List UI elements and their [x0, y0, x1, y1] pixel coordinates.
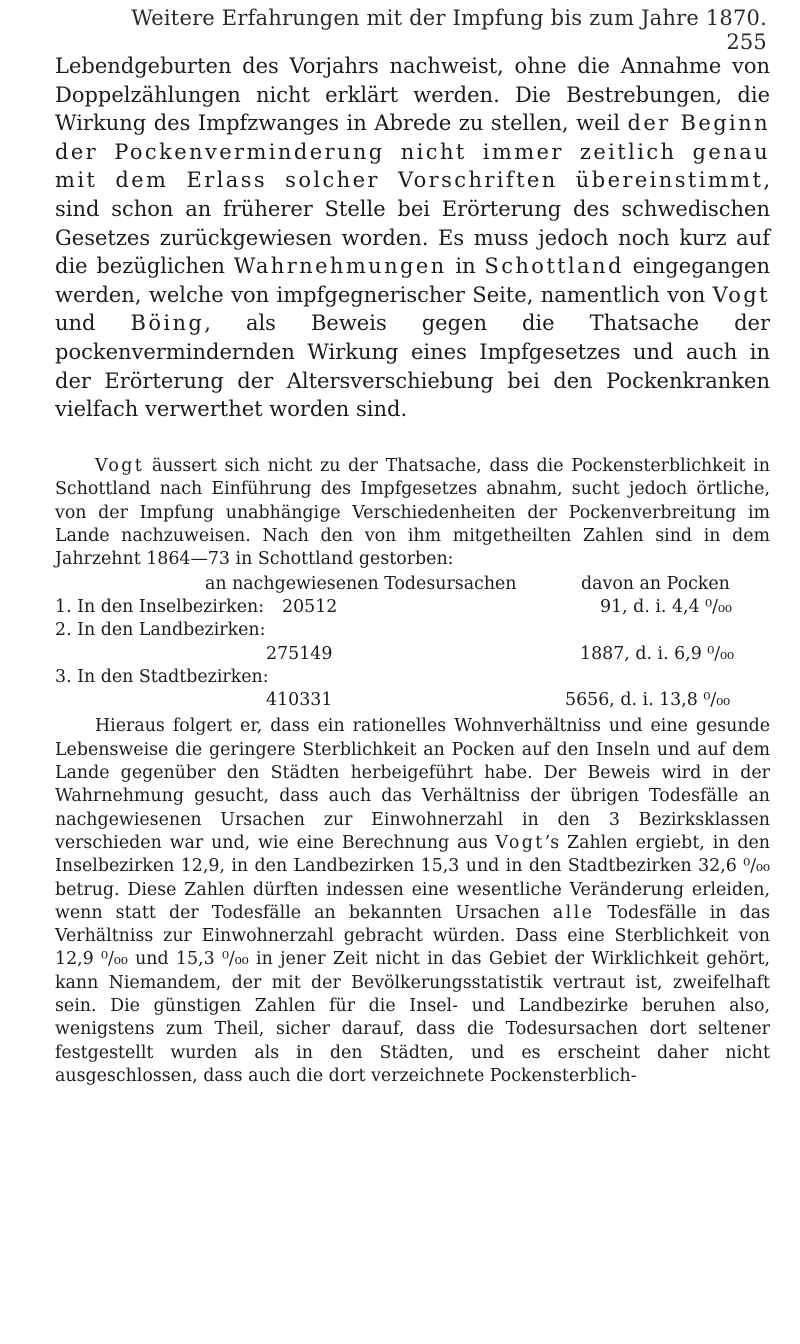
running-header: [120, 6, 767, 54]
table-row-label: 1. In den Inselbezirken:: [55, 597, 265, 618]
paragraph-1: Lebendgeburten des Vorjahrs nachweist, ohne die Annahme von Doppelzählungen nicht erklärt werden. Die Bestrebungen, die Wirkung des Impfzwanges in Abrede zu stellen, weil der Beginn der Pockenverminderung nicht immer zeitlich genau mit dem Erlass solcher Vorschriften übereinstimmt, sind schon an früherer Stelle bei Erörterung des schwedischen Gesetzes zurückgewiesen worden. Es muss jedoch noch kurz auf die bezüglichen Wahrnehmungen in Schottland eingegangen werden, welche von impfgegnerischer Seite, namentlich von Vogt und Böing, als Beweis gegen die Thatsache der pockenvermindernden Wirkung eines Impfgesetzes und auch in der Erörterung der Altersverschiebung bei den Pockenkranken vielfach verwerthet worden sind.: [55, 54, 771, 422]
mortality-table: [55, 573, 770, 711]
table-row-label: 2. In den Landbezirken:: [55, 620, 266, 641]
main-paragraph: [55, 52, 770, 424]
table-row-label: 3. In den Stadtbezirken:: [55, 667, 269, 688]
table-row-total: 275149: [266, 644, 333, 665]
paragraph-3: Hieraus folgert er, dass ein rationelles Wohnverhältniss und eine gesunde Lebensweise die geringere Sterblichkeit an Pocken auf den Inseln und auf dem Lande gegenüber den Städten herbeigeführt habe. Der Beweis wird in der Wahrnehmung gesucht, dass auch das Verhältniss der übrigen Todesfälle an nachgewiesenen Ursachen zur Einwohnerzahl in den 3 Bezirksklassen verschieden war und, wie eine Berechnung aus Vogt’s Zahlen ergiebt, in den Inselbezirken 12,9, in den Landbezirken 15,3 und in den Stadtbezirken 32,6 ⁰/₀₀ betrug. Diese Zahlen dürften indessen eine wesentliche Veränderung erleiden, wenn statt der Todesfälle an bekannten Ursachen alle Todesfälle in das Verhältniss zur Einwohnerzahl gebracht würden. Dass eine Sterblichkeit von 12,9 ⁰/₀₀ und 15,3 ⁰/₀₀ in jener Zeit nicht in das Gebiet der Wirklichkeit gehört, kann Niemandem, der mit der Bevölkerungsstatistik vertraut ist, zweifelhaft sein. Die günstigen Zahlen für die Insel- und Landbezirke beruhen also, wenigstens zum Theil, sicher darauf, dass die Todesursachen dort seltener festgestellt wurden als in den Städten, und es erscheint daher nicht ausgeschlossen, dass auch die dort verzeichnete Pockensterblich-: [55, 716, 770, 1086]
small-print-section: [55, 455, 770, 1088]
table-row-total: 20512: [282, 597, 338, 618]
table-head-causes: an nachgewiesenen Todesursachen: [205, 574, 517, 595]
table-row-pocken: 1887, d. i. 6,9 ⁰/₀₀: [580, 644, 735, 665]
running-title: Weitere Erfahrungen mit der Impfung bis zum Jahre 1870.: [131, 6, 767, 30]
table-row-total: 410331: [266, 690, 333, 711]
table-row-pocken: 5656, d. i. 13,8 ⁰/₀₀: [565, 690, 731, 711]
paragraph-2: Vogt äussert sich nicht zu der Thatsache, dass die Pockensterblichkeit in Schottland nach Einführung des Impfgesetzes abnahm, sucht jedoch örtliche, von der Impfung unabhängige Verschiedenheiten der Pockenverbreitung im Lande nachzuweisen. Nach den von ihm mitgetheilten Zahlen sind in dem Jahrzehnt 1864—73 in Schottland gestorben:: [55, 456, 770, 570]
page-number: 255: [726, 30, 767, 54]
table-head-pocken: davon an Pocken: [581, 574, 730, 595]
table-row-pocken: 91, d. i. 4,4 ⁰/₀₀: [600, 597, 732, 618]
